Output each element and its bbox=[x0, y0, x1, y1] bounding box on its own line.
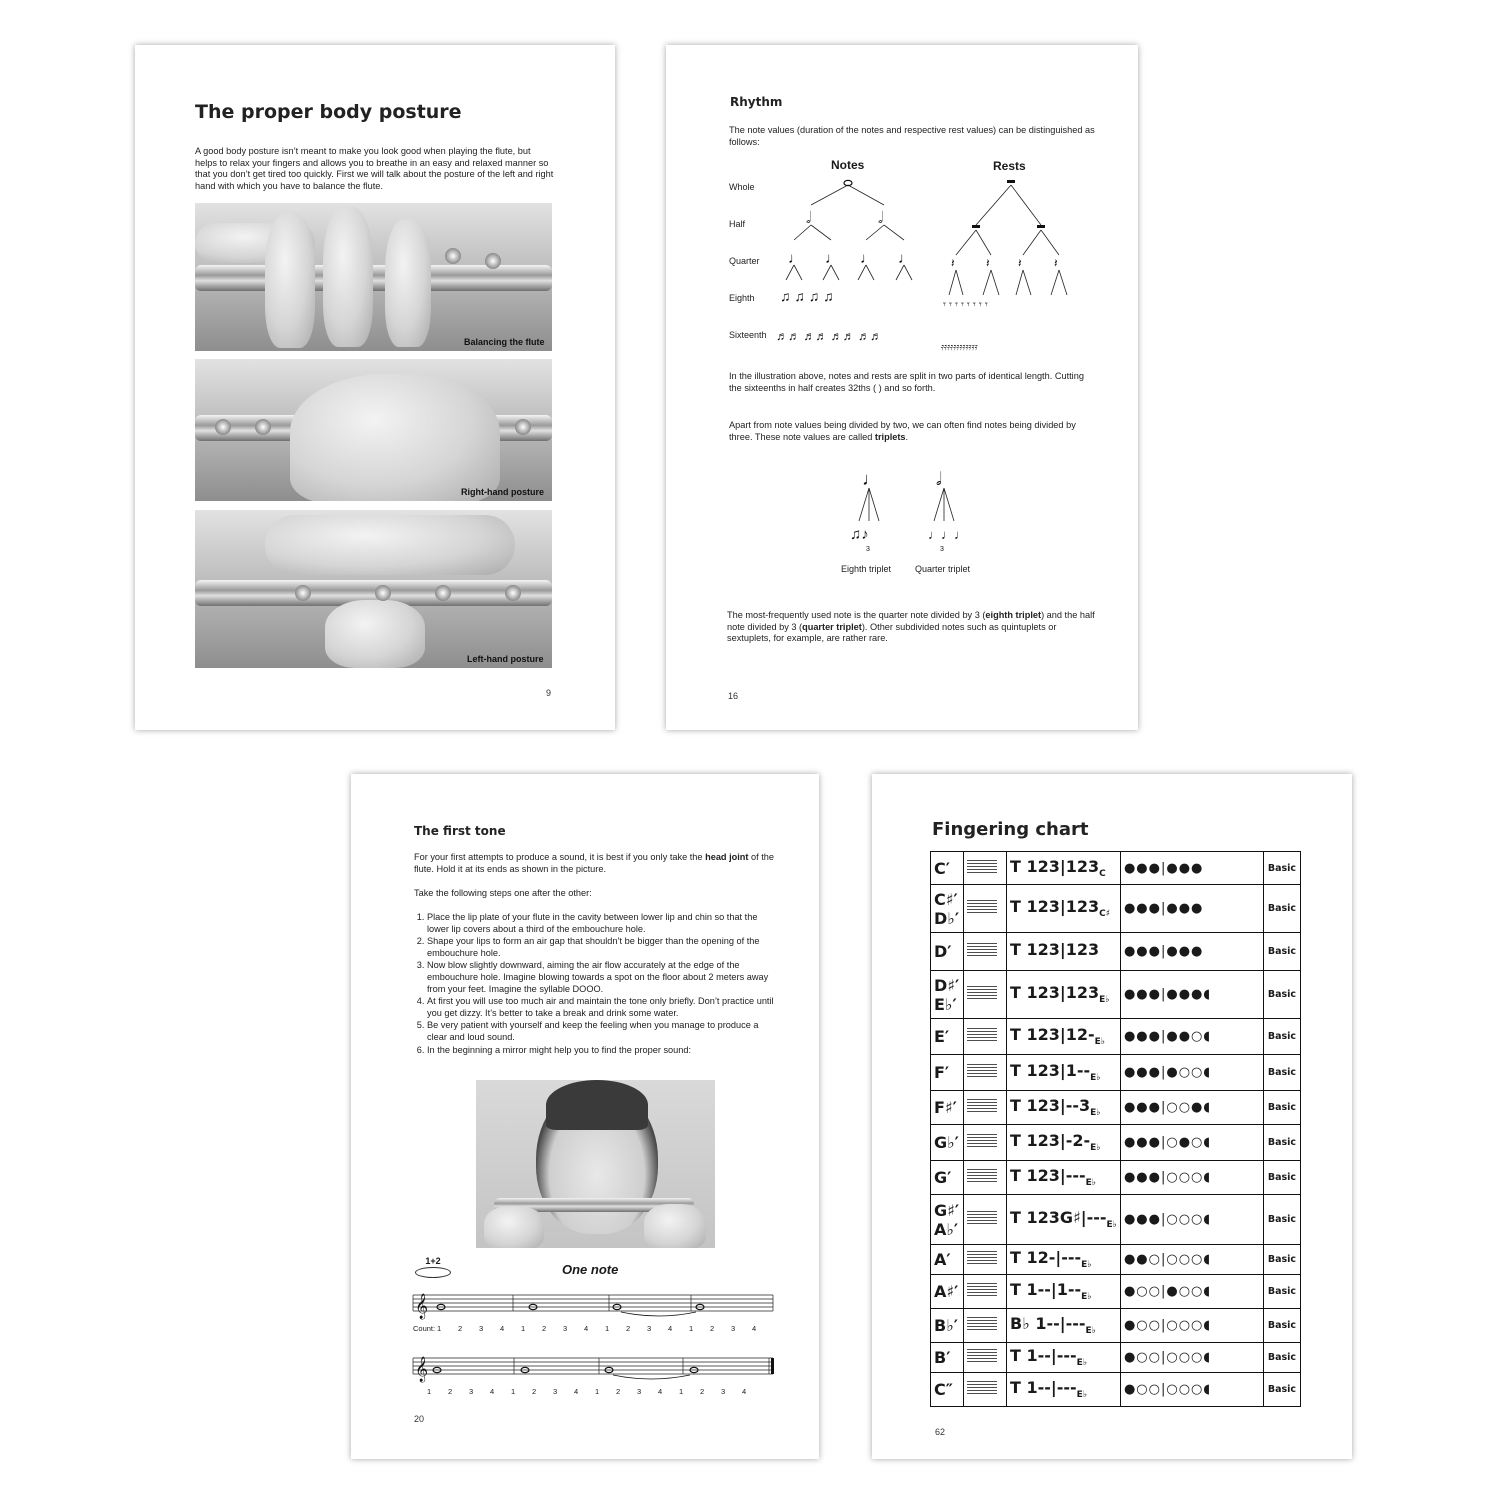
svg-text:3: 3 bbox=[866, 546, 870, 553]
steps-intro: Take the following steps one after the other: bbox=[414, 888, 592, 898]
table-row: B′ T $1--|---_{E♭}$ ●○○|○○○◖ Basic bbox=[931, 1343, 1301, 1373]
rests-tree-diagram bbox=[941, 175, 1081, 353]
paragraph-triplets: Apart from note values being divided by two, we can often find notes being divided by three. These note values are called triplets. bbox=[729, 420, 1076, 442]
svg-text:♫ ♫ ♫ ♫: ♫ ♫ ♫ ♫ bbox=[780, 288, 834, 304]
staff-line-2 bbox=[411, 1352, 776, 1392]
staff-line-1 bbox=[411, 1289, 776, 1329]
step-item: 6. In the beginning a mirror might help you to find the proper sound: bbox=[427, 1045, 776, 1057]
page-number: 62 bbox=[935, 1427, 946, 1437]
svg-text:𝄞: 𝄞 bbox=[415, 1356, 429, 1381]
table-row: B♭′ B♭ $1--|---_{E♭}$ ●○○|○○○◖ Basic bbox=[931, 1309, 1301, 1343]
track-badge: 1+2 bbox=[413, 1256, 453, 1278]
page-title: The proper body posture bbox=[195, 101, 462, 123]
table-row: A′ T $12-|---_{E♭}$ ●●○|○○○◖ Basic bbox=[931, 1245, 1301, 1275]
row-label-sixteenth: Sixteenth bbox=[729, 330, 767, 340]
staff-icon bbox=[967, 943, 997, 957]
staff-icon bbox=[967, 1211, 997, 1225]
table-row: A♯′ T $1--|1--_{E♭}$ ●○○|●○○◖ Basic bbox=[931, 1275, 1301, 1309]
label-quarter-triplet: Quarter triplet bbox=[915, 564, 971, 574]
photo-balancing-flute bbox=[195, 203, 552, 351]
svg-text:𝄾 𝄾 𝄾 𝄾 𝄾 𝄾 𝄾 𝄾: 𝄾 𝄾 𝄾 𝄾 𝄾 𝄾 𝄾 𝄾 bbox=[943, 299, 988, 311]
svg-text:𝄽: 𝄽 bbox=[951, 256, 955, 270]
staff-icon bbox=[967, 1169, 997, 1183]
svg-text:♩: ♩ bbox=[862, 469, 880, 489]
page-first-tone bbox=[351, 774, 819, 1459]
caption-balancing: Balancing the flute bbox=[464, 337, 545, 347]
step-item: 2. Shape your lips to form an air gap that shouldn’t be bigger than the opening of the embouchure hole. bbox=[427, 936, 776, 959]
table-row: D′ T 123|123 ●●●|●●● Basic bbox=[931, 933, 1301, 971]
svg-text:♩: ♩ bbox=[788, 250, 803, 267]
count-row-2: 1 2 3 4 1 2 3 4 1 2 3 4 1 2 3 4 bbox=[427, 1387, 747, 1396]
svg-text:𝄽: 𝄽 bbox=[986, 256, 990, 270]
paragraph-frequent: The most-frequently used note is the quarter note divided by 3 (eighth triplet) and the half note divided by 3 (quarter triplet). Other subdivided notes such as quintuplets or sextuplets, for example, are rather rare. bbox=[727, 610, 1095, 644]
svg-text:𝅗𝅥: 𝅗𝅥 bbox=[806, 210, 812, 227]
steps-list bbox=[414, 912, 776, 1057]
svg-text:♬♬ ♬♬ ♬♬ ♬♬: ♬♬ ♬♬ ♬♬ ♬♬ bbox=[776, 329, 883, 343]
table-row: C♯′ D♭′ T $123|123_{C♯}$ ●●●|●●● Basic bbox=[931, 885, 1301, 933]
caption-left-hand: Left-hand posture bbox=[467, 654, 544, 664]
staff-icon bbox=[967, 986, 997, 1000]
intro-paragraph: A good body posture isn’t meant to make you look good when playing the flute, but helps to relax your fingers and allows you to breathe in an easy and relaxed manner so that you don’t get tired too quickly. First we will talk about the posture of the left and right hand with which you have to balance the flute. bbox=[195, 146, 554, 191]
svg-text:♩: ♩ bbox=[860, 250, 875, 267]
step-item: 3. Now blow slightly downward, aiming the air flow accurately at the edge of the embouchure hole. Imagine blowing towards a spot on the floor about 2 meters away from your feet. Imagine the syllable DOOO. bbox=[427, 960, 776, 995]
staff-icon bbox=[967, 1251, 997, 1265]
staff-icon bbox=[967, 860, 997, 874]
exercise-title: One note bbox=[562, 1262, 619, 1277]
row-label-whole: Whole bbox=[729, 182, 755, 192]
fingering-table bbox=[930, 851, 1301, 1407]
paragraph-split: In the illustration above, notes and rests are split in two parts of identical length. Cutting the sixteenths in half creates 32ths ( ) and so forth. bbox=[729, 371, 1084, 393]
table-row: F♯′ T $123|--3_{E♭}$ ●●●|○○●◖ Basic bbox=[931, 1091, 1301, 1125]
step-item: 4. At first you will use too much air and maintain the tone only briefly. Don’t practice until you get dizzy. It’s better to take a break and drink some water. bbox=[427, 996, 776, 1019]
table-row: G♭′ T $123|-2-_{E♭}$ ●●●|○●○◖ Basic bbox=[931, 1125, 1301, 1161]
photo-right-hand bbox=[195, 359, 552, 501]
svg-text:𝅗𝅥: 𝅗𝅥 bbox=[878, 210, 884, 227]
photo-girl-head-joint bbox=[476, 1080, 715, 1248]
page-rhythm bbox=[666, 45, 1138, 730]
page-number: 9 bbox=[546, 688, 552, 698]
svg-text:𝅗𝅥: 𝅗𝅥 bbox=[936, 469, 942, 489]
svg-text:♩: ♩ bbox=[898, 250, 913, 267]
count-row-1: Count: 1 2 3 4 1 2 3 4 1 2 3 4 1 2 3 4 bbox=[413, 1324, 757, 1333]
table-row: E′ T $123|12-_{E♭}$ ●●●|●●○◖ Basic bbox=[931, 1019, 1301, 1055]
step-item: 5. Be very patient with yourself and keep the feeling when you manage to produce a clear and loud sound. bbox=[427, 1020, 776, 1043]
svg-text:3: 3 bbox=[940, 546, 944, 553]
page-number: 16 bbox=[728, 691, 739, 701]
label-eighth-triplet: Eighth triplet bbox=[841, 564, 892, 574]
staff-icon bbox=[967, 1028, 997, 1042]
svg-text:♩: ♩ bbox=[825, 250, 840, 267]
page-title: Fingering chart bbox=[932, 819, 1089, 840]
table-row: C″ T $1--|---_{E♭}$ ●○○|○○○◖ Basic bbox=[931, 1373, 1301, 1407]
triplet-diagram bbox=[844, 463, 969, 553]
staff-icon bbox=[967, 1099, 997, 1113]
page-number: 20 bbox=[414, 1414, 425, 1424]
svg-text:♫♪: ♫♪ bbox=[850, 526, 869, 543]
intro-paragraph: For your first attempts to produce a sound, it is best if you only take the head joint of the flute. Hold it at its ends as shown in the picture. bbox=[414, 852, 775, 874]
notes-heading: Notes bbox=[831, 158, 865, 172]
intro-paragraph: The note values (duration of the notes and respective rest values) can be distinguished as follows: bbox=[729, 125, 1095, 147]
staff-icon bbox=[967, 1283, 997, 1297]
svg-text:𝄽: 𝄽 bbox=[1054, 256, 1058, 270]
page-body-posture bbox=[135, 45, 615, 730]
staff-icon bbox=[967, 1134, 997, 1148]
photo-left-hand bbox=[195, 510, 552, 668]
svg-text:𝄞: 𝄞 bbox=[415, 1293, 429, 1318]
row-label-eighth: Eighth bbox=[729, 293, 755, 303]
staff-icon bbox=[967, 900, 997, 914]
staff-icon bbox=[967, 1064, 997, 1078]
page-title: The first tone bbox=[414, 824, 506, 838]
page-title: Rhythm bbox=[730, 95, 783, 109]
caption-right-hand: Right-hand posture bbox=[461, 487, 544, 497]
table-row: G♯′ A♭′ T $123G♯|---_{E♭}$ ●●●|○○○◖ Basic bbox=[931, 1195, 1301, 1245]
staff-icon bbox=[967, 1381, 997, 1395]
notes-tree-diagram bbox=[776, 175, 926, 350]
row-label-quarter: Quarter bbox=[729, 256, 760, 266]
staff-icon bbox=[967, 1349, 997, 1363]
table-row: G′ T $123|---_{E♭}$ ●●●|○○○◖ Basic bbox=[931, 1161, 1301, 1195]
row-label-half: Half bbox=[729, 219, 746, 229]
page-fingering-chart bbox=[872, 774, 1352, 1459]
step-item: 1. Place the lip plate of your flute in the cavity between lower lip and chin so that the lower lip covers about a third of the embouchure hole. bbox=[427, 912, 776, 935]
table-row: D♯′ E♭′ T $123|123_{E♭}$ ●●●|●●●◖ Basic bbox=[931, 971, 1301, 1019]
svg-text:♩♩♩: ♩♩♩ bbox=[928, 527, 967, 542]
svg-text:𝄽: 𝄽 bbox=[1018, 256, 1022, 270]
staff-icon bbox=[967, 1317, 997, 1331]
rests-heading: Rests bbox=[993, 159, 1026, 173]
table-row: C′ T $123|123_C$ ●●●|●●● Basic bbox=[931, 852, 1301, 885]
table-row: F′ T $123|1--_{E♭}$ ●●●|●○○◖ Basic bbox=[931, 1055, 1301, 1091]
svg-text:𝄿𝄿𝄿𝄿𝄿𝄿𝄿𝄿𝄿𝄿𝄿𝄿: 𝄿𝄿𝄿𝄿𝄿𝄿𝄿𝄿𝄿𝄿𝄿𝄿 bbox=[941, 342, 978, 353]
